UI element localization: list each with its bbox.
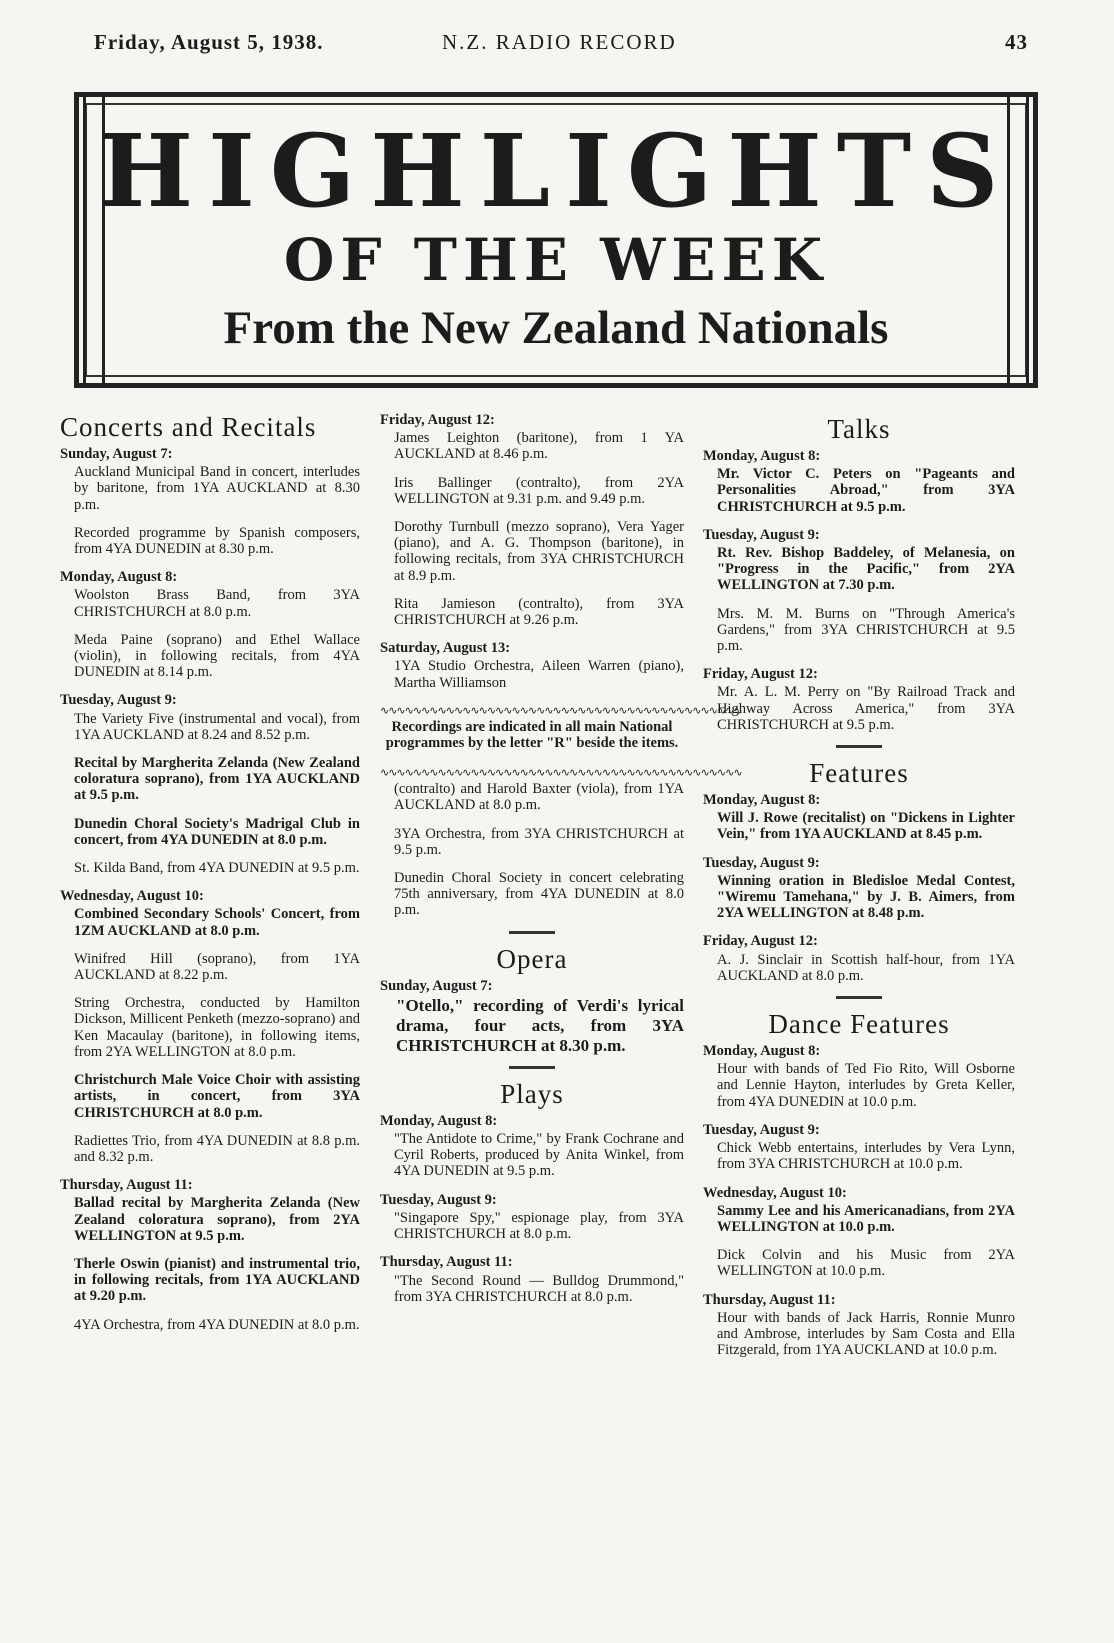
masthead xyxy=(88,30,1048,66)
day-label: Friday, August 12: xyxy=(380,412,495,428)
listing-item: Dunedin Choral Society in concert celebrating 75th anniversary, from 4YA DUNEDIN at 8.0 p.m. xyxy=(394,870,684,919)
day-label: Tuesday, August 9: xyxy=(703,1121,820,1138)
listing-item: Mr. A. L. M. Perry on "By Railroad Track and Highway Across America," from 3YA CHRISTCHURCH at 9.5 p.m. xyxy=(717,684,1015,733)
listing-item: Auckland Municipal Band in concert, interludes by baritone, from 1YA AUCKLAND at 8.30 p.m. xyxy=(74,464,360,513)
day-label: Monday, August 8: xyxy=(703,792,821,809)
dance-listing xyxy=(703,1043,1015,1358)
listing-item: Dorothy Turnbull (mezzo soprano), Vera Yager (piano), and A. G. Thompson (baritone), in following recitals, from 3YA CHRISTCHURCH at 8.9 p.m. xyxy=(394,519,684,584)
day-label: Wednesday, August 10: xyxy=(703,1184,847,1201)
listing-item: Dunedin Choral Society's Madrigal Club in concert, from 4YA DUNEDIN at 8.0 p.m. xyxy=(74,815,360,848)
listing-item: Radiettes Trio, from 4YA DUNEDIN at 8.8 p.m. and 8.32 p.m. xyxy=(74,1132,360,1165)
headline-main: HIGHLIGHTS xyxy=(98,112,1014,230)
column-middle xyxy=(380,410,742,1317)
listing-item: Dick Colvin and his Music from 2YA WELLINGTON at 10.0 p.m. xyxy=(717,1247,1015,1280)
listing-item: "The Antidote to Crime," by Frank Cochrane and Cyril Roberts, produced by Anita Winkel, from 4YA DUNEDIN at 9.5 p.m. xyxy=(394,1131,684,1180)
day-label: Monday, August 8: xyxy=(703,1043,821,1060)
concerts-continued-items xyxy=(380,781,684,918)
listing-item: Mr. Victor C. Peters on "Pageants and Personalities Abroad," from 3YA CHRISTCHURCH at 9.5 p.m. xyxy=(717,466,1015,515)
wavy-divider: ∿∿∿∿∿∿∿∿∿∿∿∿∿∿∿∿∿∿∿∿∿∿∿∿∿∿∿∿∿∿∿∿∿∿∿∿∿∿∿∿∿∿∿∿ xyxy=(380,704,742,717)
day-label: Tuesday, August 9: xyxy=(703,854,820,871)
day-label: Monday, August 8: xyxy=(60,569,178,586)
features-listing xyxy=(703,792,1015,984)
section-rule xyxy=(836,745,882,748)
day-label: Tuesday, August 9: xyxy=(380,1191,497,1208)
listing-item: "The Second Round — Bulldog Drummond," from 3YA CHRISTCHURCH at 8.0 p.m. xyxy=(394,1272,684,1305)
listing-item: Winifred Hill (soprano), from 1YA AUCKLAND at 8.22 p.m. xyxy=(74,950,360,984)
listing-item: Meda Paine (soprano) and Ethel Wallace (violin), in following recitals, from 4YA DUNEDIN at 8.14 p.m. xyxy=(74,631,360,681)
section-rule xyxy=(509,1066,555,1069)
listing-item: The Variety Five (instrumental and vocal), from 1YA AUCKLAND at 8.24 and 8.52 p.m. xyxy=(74,710,360,743)
concerts-listing xyxy=(60,446,360,1333)
listing-item: Chick Webb entertains, interludes by Vera Lynn, from 3YA CHRISTCHURCH at 10.0 p.m. xyxy=(717,1140,1015,1173)
section-heading-dance: Dance Features xyxy=(768,1009,950,1040)
listing-item: Iris Ballinger (contralto), from 2YA WELLINGTON at 9.31 p.m. and 9.49 p.m. xyxy=(394,474,684,507)
concerts-continued-listing xyxy=(380,412,684,691)
listing-item: 1YA Studio Orchestra, Aileen Warren (piano), Martha Williamson xyxy=(394,658,684,691)
listing-item: 4YA Orchestra, from 4YA DUNEDIN at 8.0 p.m. xyxy=(74,1316,360,1333)
listing-item: Therle Oswin (pianist) and instrumental trio, in following recitals, from 1YA AUCKLAND at 9.20 p.m. xyxy=(74,1255,360,1305)
day-label: Thursday, August 11: xyxy=(60,1177,193,1194)
listing-item: St. Kilda Band, from 4YA DUNEDIN at 9.5 p.m. xyxy=(74,860,360,877)
day-label: Saturday, August 13: xyxy=(380,640,511,657)
listing-item: Ballad recital by Margherita Zelanda (New Zealand coloratura soprano), from 2YA WELLINGTON at 9.5 p.m. xyxy=(74,1195,360,1244)
day-label: Tuesday, August 9: xyxy=(60,692,177,709)
publication-name: N.Z. RADIO RECORD xyxy=(442,30,677,54)
headline-sub: OF THE WEEK xyxy=(283,226,829,294)
listing-item: Rt. Rev. Bishop Baddeley, of Melanesia, on "Progress in the Pacific," from 2YA WELLINGTON at 7.30 p.m. xyxy=(717,545,1015,594)
listing-item: Will J. Rowe (recitalist) on "Dickens in Lighter Vein," from 1YA AUCKLAND at 8.45 p.m. xyxy=(717,810,1015,843)
listing-item: 3YA Orchestra, from 3YA CHRISTCHURCH at 9.5 p.m. xyxy=(394,825,684,858)
wavy-divider: ∿∿∿∿∿∿∿∿∿∿∿∿∿∿∿∿∿∿∿∿∿∿∿∿∿∿∿∿∿∿∿∿∿∿∿∿∿∿∿∿∿∿∿∿ xyxy=(380,767,742,780)
day-label: Monday, August 8: xyxy=(703,448,821,464)
listing-item: (contralto) and Harold Baxter (viola), from 1YA AUCKLAND at 8.0 p.m. xyxy=(394,781,684,814)
day-label: Thursday, August 11: xyxy=(380,1254,513,1271)
listing-item: Winning oration in Bledisloe Medal Contest, "Wiremu Tamehana," by J. B. Aimers, from 2YA WELLINGTON at 8.48 p.m. xyxy=(717,872,1015,922)
day-label: Friday, August 12: xyxy=(703,666,818,683)
section-heading-opera: Opera xyxy=(496,943,568,974)
listing-item: Recorded programme by Spanish composers, from 4YA DUNEDIN at 8.30 p.m. xyxy=(74,524,360,558)
listing-item: Christchurch Male Voice Choir with assisting artists, in concert, from 3YA CHRISTCHURCH at 8.0 p.m. xyxy=(74,1072,360,1121)
section-heading-features: Features xyxy=(809,758,909,789)
section-rule xyxy=(509,931,555,934)
listing-item: Combined Secondary Schools' Concert, from 1ZM AUCKLAND at 8.0 p.m. xyxy=(74,906,360,939)
section-heading-plays: Plays xyxy=(500,1078,564,1109)
listing-item: Hour with bands of Jack Harris, Ronnie Munro and Ambrose, interludes by Sam Costa and Ella Fitzgerald, from 1YA AUCKLAND at 10.0 p.m. xyxy=(717,1309,1015,1359)
listing-item: Rita Jamieson (contralto), from 3YA CHRISTCHURCH at 9.26 p.m. xyxy=(394,595,684,629)
listing-item: James Leighton (baritone), from 1 YA AUCKLAND at 8.46 p.m. xyxy=(394,430,684,463)
listing-item: Sammy Lee and his Americanadians, from 2YA WELLINGTON at 10.0 p.m. xyxy=(717,1202,1015,1235)
day-label: Tuesday, August 9: xyxy=(703,526,820,543)
day-label: Sunday, August 7: xyxy=(60,446,173,462)
issue-date: Friday, August 5, 1938. xyxy=(94,30,324,54)
day-label: Sunday, August 7: xyxy=(380,977,493,994)
day-label: Monday, August 8: xyxy=(380,1112,498,1129)
listing-item: Mrs. M. M. Burns on "Through America's Gardens," from 3YA CHRISTCHURCH at 9.5 p.m. xyxy=(717,605,1015,655)
listing-item: A. J. Sinclair in Scottish half-hour, from 1YA AUCKLAND at 8.0 p.m. xyxy=(717,951,1015,984)
listing-item: String Orchestra, conducted by Hamilton Dickson, Millicent Penketh (mezzo-soprano) and Ken Macaulay (baritone), in following items, from 2YA WELLINGTON at 8.0 p.m. xyxy=(74,995,360,1060)
listing-item: Hour with bands of Ted Fio Rito, Will Osborne and Lennie Hayton, interludes by Greta Keller, from 4YA DUNEDIN at 10.0 p.m. xyxy=(717,1061,1015,1110)
opera-item: "Otello," recording of Verdi's lyrical drama, four acts, from 3YA CHRISTCHURCH at 8.30 p.m. xyxy=(396,995,684,1055)
day-label: Friday, August 12: xyxy=(703,933,818,950)
headline-banner xyxy=(74,92,1038,388)
listing-item: Recital by Margherita Zelanda (New Zealand coloratura soprano), from 1YA AUCKLAND at 9.5 p.m. xyxy=(74,755,360,804)
column-right xyxy=(703,414,1015,1370)
headline-source: From the New Zealand Nationals xyxy=(223,302,889,354)
plays-listing xyxy=(380,1113,684,1305)
talks-listing xyxy=(703,448,1015,733)
day-label: Thursday, August 11: xyxy=(703,1291,836,1308)
recordings-notice: Recordings are indicated in all main National programmes by the letter "R" beside the items. xyxy=(385,718,679,752)
section-rule xyxy=(836,996,882,999)
listing-item: "Singapore Spy," espionage play, from 3YA CHRISTCHURCH at 8.0 p.m. xyxy=(394,1209,684,1243)
column-concerts xyxy=(60,412,360,1345)
page-number: 43 xyxy=(1005,30,1028,54)
section-heading-talks: Talks xyxy=(827,414,891,444)
day-label: Wednesday, August 10: xyxy=(60,888,204,905)
section-heading-concerts: Concerts and Recitals xyxy=(60,412,317,442)
listing-item: Woolston Brass Band, from 3YA CHRISTCHURCH at 8.0 p.m. xyxy=(74,587,360,620)
